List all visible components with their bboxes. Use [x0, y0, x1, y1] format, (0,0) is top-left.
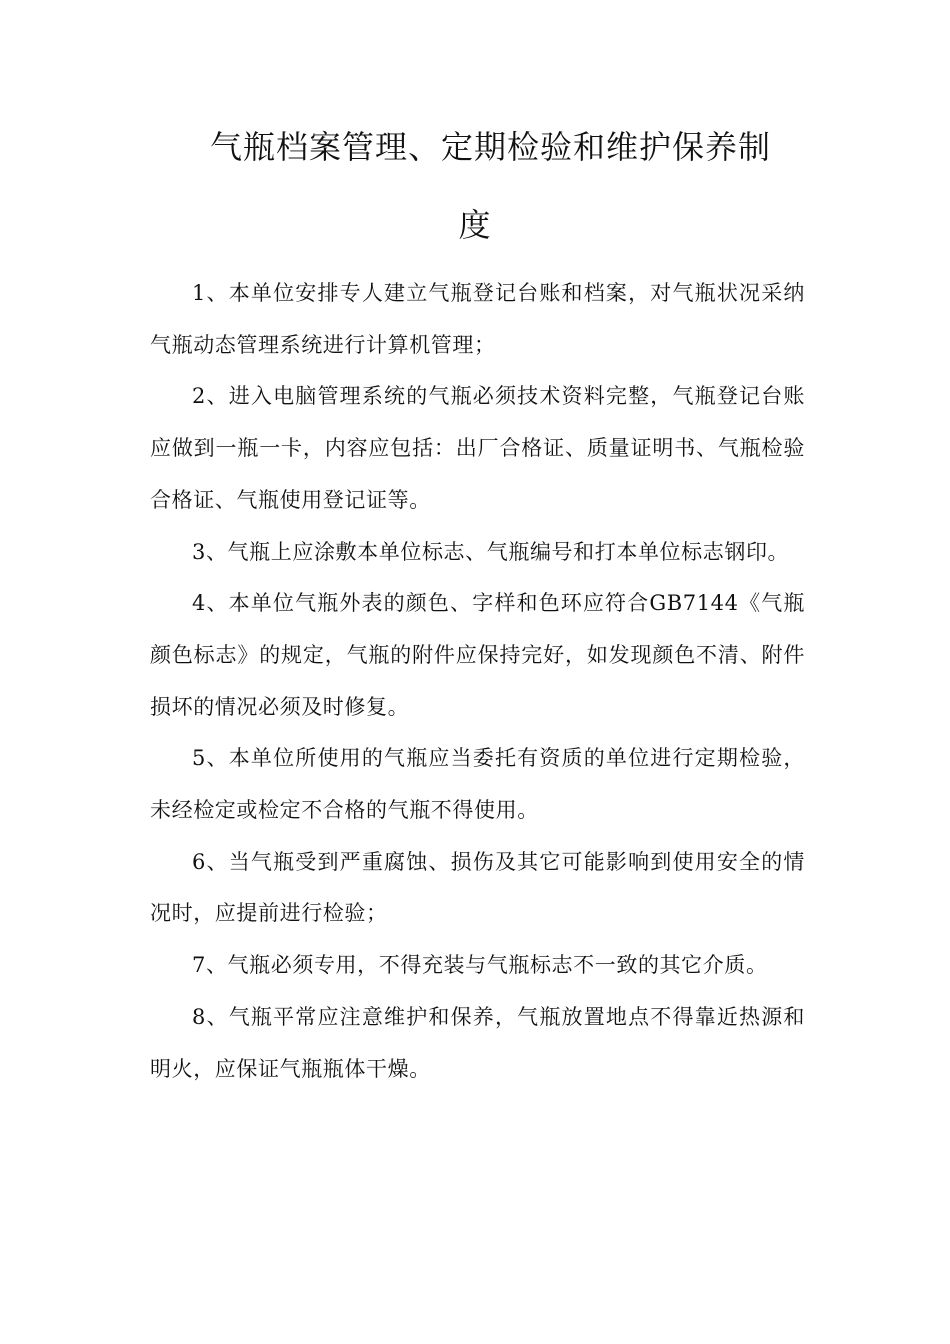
document-title — [150, 108, 800, 264]
title-line-2: 度 — [458, 206, 492, 244]
paragraph-2: 2、进入电脑管理系统的气瓶必须技术资料完整，气瓶登记台账应做到一瓶一卡，内容应包括：出厂合格证、质量证明书、气瓶检验合格证、气瓶使用登记证等。 — [150, 384, 805, 512]
paragraph-3: 3、气瓶上应涂敷本单位标志、气瓶编号和打本单位标志钢印。 — [192, 539, 790, 564]
paragraph-5: 5、本单位所使用的气瓶应当委托有资质的单位进行定期检验，未经检定或检定不合格的气瓶不得使用。 — [150, 746, 805, 823]
paragraph-4: 4、本单位气瓶外表的颜色、字样和色环应符合GB7144《气瓶颜色标志》的规定，气瓶的附件应保持完好，如发现颜色不清、附件损坏的情况必须及时修复。 — [150, 591, 805, 719]
title-line-1: 气瓶档案管理、定期检验和维护保养制 — [210, 128, 772, 166]
paragraph-8: 8、气瓶平常应注意维护和保养，气瓶放置地点不得靠近热源和明火，应保证气瓶瓶体干燥。 — [150, 1004, 805, 1081]
document-body — [150, 268, 805, 1095]
paragraph-1: 1、本单位安排专人建立气瓶登记台账和档案，对气瓶状况采纳气瓶动态管理系统进行计算机管理； — [150, 281, 805, 357]
paragraph-7: 7、气瓶必须专用，不得充装与气瓶标志不一致的其它介质。 — [192, 953, 768, 978]
paragraph-6: 6、当气瓶受到严重腐蚀、损伤及其它可能影响到使用安全的情况时，应提前进行检验； — [150, 849, 805, 926]
